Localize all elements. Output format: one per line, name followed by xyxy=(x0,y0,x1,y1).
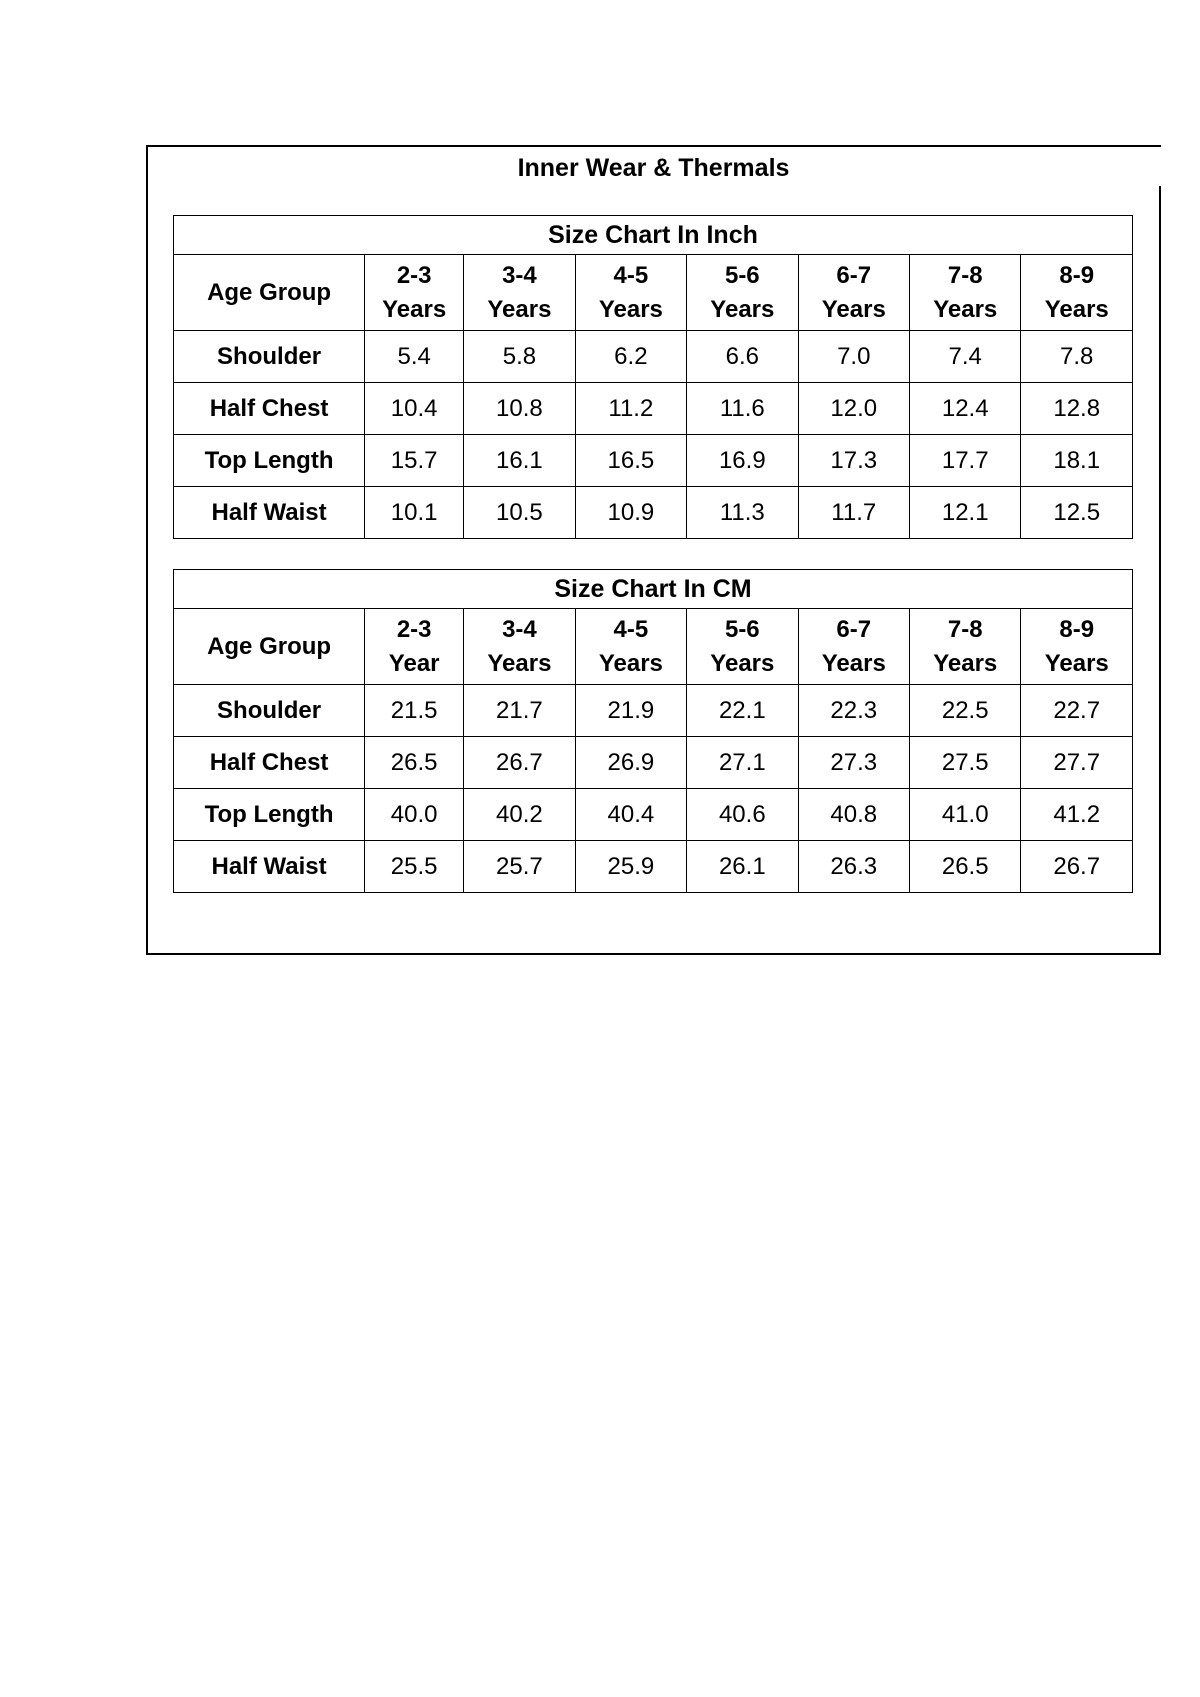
table-cell: 5.8 xyxy=(464,331,575,383)
table-cell: 25.5 xyxy=(365,841,464,893)
age-range: 3-4 xyxy=(502,615,537,643)
table-cell: 41.2 xyxy=(1021,789,1133,841)
age-group-header: Age Group xyxy=(174,255,365,331)
column-header xyxy=(1021,255,1133,331)
table-cell: 22.1 xyxy=(687,685,798,737)
frame-right-border xyxy=(1159,186,1161,955)
table-cell: 22.5 xyxy=(910,685,1021,737)
table-cell: 40.8 xyxy=(798,789,909,841)
table-row-half-waist xyxy=(174,487,1133,539)
age-unit: Years xyxy=(710,649,775,677)
table-cell: 6.2 xyxy=(575,331,686,383)
table-cell: 27.3 xyxy=(798,737,909,789)
age-range: 8-9 xyxy=(1059,261,1095,289)
column-header xyxy=(575,255,686,331)
table-cell: 12.5 xyxy=(1021,487,1133,539)
age-group-header: Age Group xyxy=(174,609,365,685)
row-label: Shoulder xyxy=(174,331,365,383)
row-label: Half Chest xyxy=(174,383,365,435)
size-chart-cm-table xyxy=(173,569,1133,893)
table-cell: 7.4 xyxy=(910,331,1021,383)
age-range: 5-6 xyxy=(724,261,760,289)
row-label: Half Chest xyxy=(174,737,365,789)
table-cell: 22.7 xyxy=(1021,685,1133,737)
row-label: Half Waist xyxy=(174,487,365,539)
table-cell: 40.4 xyxy=(575,789,686,841)
table-cell: 25.7 xyxy=(464,841,575,893)
size-chart-inch-table xyxy=(173,215,1133,539)
table-cell: 7.0 xyxy=(798,331,909,383)
row-label: Shoulder xyxy=(174,685,365,737)
table-cell: 26.1 xyxy=(687,841,798,893)
table-cell: 27.5 xyxy=(910,737,1021,789)
header-row xyxy=(174,255,1133,331)
column-header xyxy=(910,609,1021,685)
age-range: 6-7 xyxy=(836,615,872,643)
table-cell: 10.5 xyxy=(464,487,575,539)
column-header xyxy=(365,609,464,685)
table-cell: 40.6 xyxy=(687,789,798,841)
table-cell: 10.8 xyxy=(464,383,575,435)
table-cell: 27.1 xyxy=(687,737,798,789)
age-unit: Years xyxy=(487,295,552,323)
age-unit: Years xyxy=(821,295,886,323)
age-unit: Years xyxy=(598,649,663,677)
age-range: 6-7 xyxy=(836,261,872,289)
table-cell: 10.4 xyxy=(365,383,464,435)
table-cell: 26.3 xyxy=(798,841,909,893)
table-row-half-waist xyxy=(174,841,1133,893)
table-caption-row xyxy=(174,570,1133,609)
table-cell: 12.0 xyxy=(798,383,909,435)
table-cell: 27.7 xyxy=(1021,737,1133,789)
column-header xyxy=(1021,609,1133,685)
age-range: 7-8 xyxy=(947,261,983,289)
table-cell: 12.8 xyxy=(1021,383,1133,435)
age-unit: Years xyxy=(821,649,886,677)
age-unit: Years xyxy=(598,295,663,323)
age-unit: Years xyxy=(710,295,775,323)
table-row-shoulder xyxy=(174,331,1133,383)
row-label: Top Length xyxy=(174,789,365,841)
table-cell: 26.7 xyxy=(464,737,575,789)
table-cell: 16.1 xyxy=(464,435,575,487)
age-unit: Years xyxy=(487,649,552,677)
table-row-shoulder xyxy=(174,685,1133,737)
table-cell: 40.0 xyxy=(365,789,464,841)
age-range: 5-6 xyxy=(724,615,760,643)
column-header xyxy=(365,255,464,331)
table-cell: 11.2 xyxy=(575,383,686,435)
age-range: 8-9 xyxy=(1059,615,1095,643)
column-header xyxy=(798,609,909,685)
table-row-half-chest xyxy=(174,383,1133,435)
table-cell: 11.6 xyxy=(687,383,798,435)
table-cell: 7.8 xyxy=(1021,331,1133,383)
row-label: Half Waist xyxy=(174,841,365,893)
header-row xyxy=(174,609,1133,685)
column-header xyxy=(687,255,798,331)
table-row-top-length xyxy=(174,789,1133,841)
table-cell: 26.5 xyxy=(910,841,1021,893)
age-range: 4-5 xyxy=(613,615,649,643)
column-header xyxy=(464,609,575,685)
table-cell: 12.4 xyxy=(910,383,1021,435)
age-range: 2-3 xyxy=(396,615,432,643)
age-unit: Years xyxy=(1044,295,1109,323)
table-cell: 41.0 xyxy=(910,789,1021,841)
row-label: Top Length xyxy=(174,435,365,487)
age-range: 2-3 xyxy=(396,261,432,289)
table-cell: 16.5 xyxy=(575,435,686,487)
column-header xyxy=(798,255,909,331)
table-cell: 15.7 xyxy=(365,435,464,487)
column-header xyxy=(575,609,686,685)
table-cell: 22.3 xyxy=(798,685,909,737)
age-unit: Years xyxy=(382,295,447,323)
age-unit: Years xyxy=(933,295,998,323)
table-caption: Size Chart In Inch xyxy=(174,216,1133,255)
table-cell: 21.5 xyxy=(365,685,464,737)
table-cell: 17.7 xyxy=(910,435,1021,487)
table-cell: 10.9 xyxy=(575,487,686,539)
age-unit: Years xyxy=(1044,649,1109,677)
table-cell: 5.4 xyxy=(365,331,464,383)
age-range: 7-8 xyxy=(947,615,983,643)
table-cell: 21.9 xyxy=(575,685,686,737)
table-row-top-length xyxy=(174,435,1133,487)
column-header xyxy=(687,609,798,685)
table-cell: 21.7 xyxy=(464,685,575,737)
table-cell: 6.6 xyxy=(687,331,798,383)
table-caption: Size Chart In CM xyxy=(174,570,1133,609)
table-cell: 16.9 xyxy=(687,435,798,487)
table-cell: 18.1 xyxy=(1021,435,1133,487)
table-cell: 12.1 xyxy=(910,487,1021,539)
frame-top-border xyxy=(146,145,1161,147)
table-cell: 40.2 xyxy=(464,789,575,841)
table-cell: 10.1 xyxy=(365,487,464,539)
table-cell: 17.3 xyxy=(798,435,909,487)
document-title: Inner Wear & Thermals xyxy=(517,154,790,182)
table-cell: 26.5 xyxy=(365,737,464,789)
age-unit: Year xyxy=(388,649,440,677)
table-cell: 11.3 xyxy=(687,487,798,539)
column-header xyxy=(910,255,1021,331)
table-cell: 26.7 xyxy=(1021,841,1133,893)
age-range: 3-4 xyxy=(502,261,537,289)
table-cell: 25.9 xyxy=(575,841,686,893)
table-row-half-chest xyxy=(174,737,1133,789)
table-caption-row xyxy=(174,216,1133,255)
age-range: 4-5 xyxy=(613,261,649,289)
table-cell: 26.9 xyxy=(575,737,686,789)
table-cell: 11.7 xyxy=(798,487,909,539)
column-header xyxy=(464,255,575,331)
age-unit: Years xyxy=(933,649,998,677)
